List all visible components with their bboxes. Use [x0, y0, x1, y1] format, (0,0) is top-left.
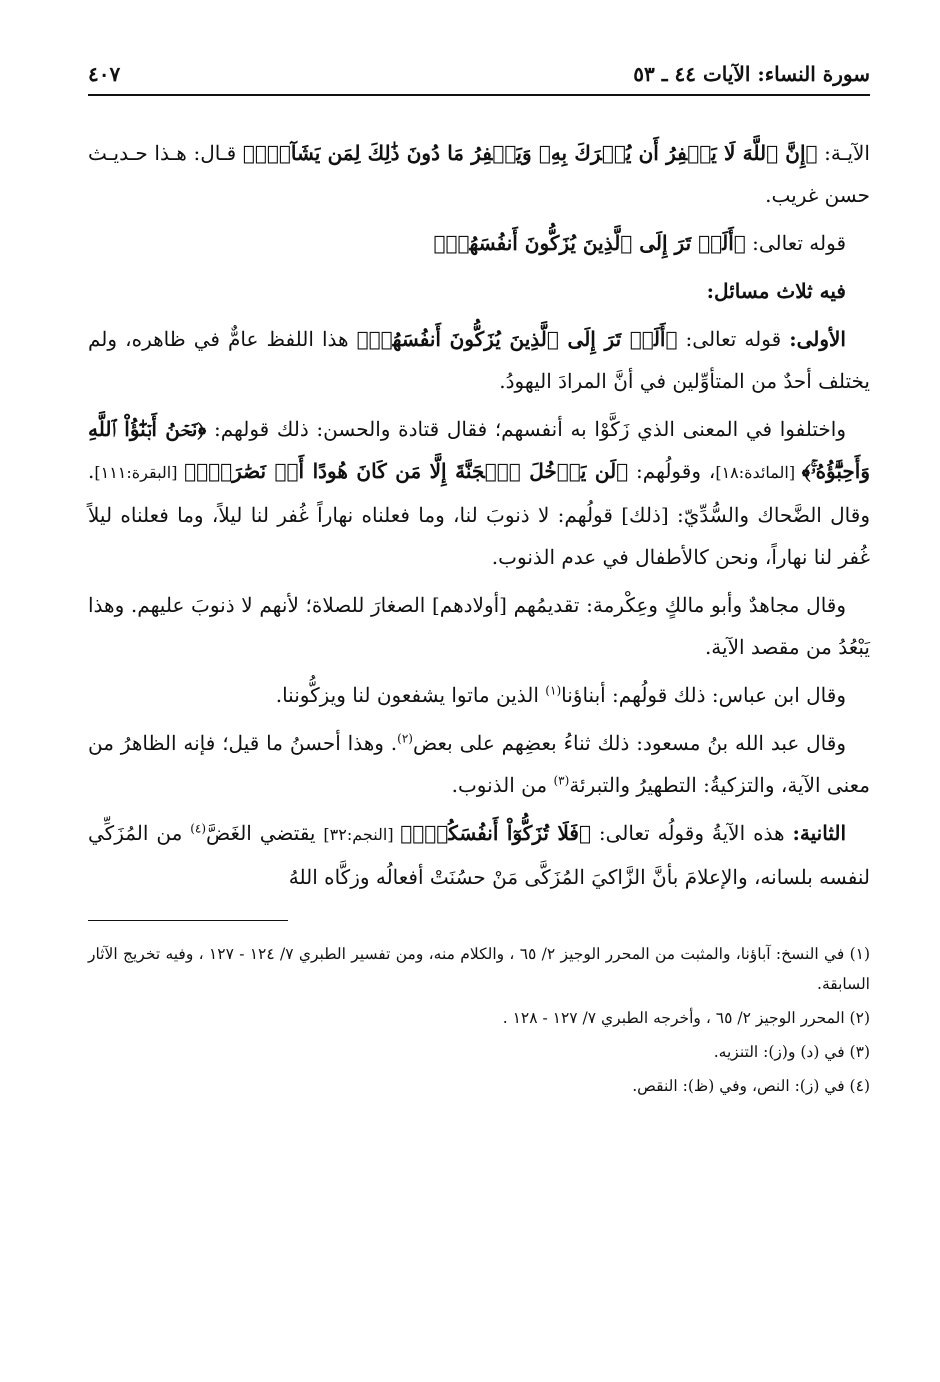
text-segment: ، وقولُهم: [628, 459, 716, 483]
footnote-1: (١) في النسخ: آباؤنا، والمثبت من المحرر الوجيز ٢/ ٦٥ ، والكلام منه، ومن تفسير الطبري ٧/ ١٢٤ - ١٢٧ ، وفيه تخريج الآثار السابقة. [88, 945, 871, 993]
footnote-marker[interactable]: (١) [545, 683, 562, 698]
text-segment: من المُزَكِّي لنفسه بلسانه، والإعلامَ بأنَّ الزَّاكيَ المُزَكَّى مَنْ حسُنَتْ أفعالُه وزكَّاه اللهُ [88, 821, 870, 889]
page-header [88, 52, 870, 94]
main-text [88, 132, 870, 898]
section-heading: فيه ثلاث مسائل: [706, 279, 846, 303]
surah-reference: [البقرة:١١١] [94, 463, 185, 482]
footnote-marker[interactable]: (٤) [190, 821, 207, 836]
footnote-4: (٤) في (ز): النص، وفي (ظ): النقص. [632, 1077, 870, 1095]
paragraph-4 [88, 318, 870, 402]
text-segment: الذين ماتوا يشفعون لنا ويزكُّوننا. [275, 683, 546, 707]
paragraph-2 [88, 222, 870, 264]
surah-reference: [المائدة:١٨] [715, 463, 802, 482]
footnote-2: (٢) المحرر الوجيز ٢/ ٦٥ ، وأخرجه الطبري ٧/ ١٢٧ - ١٢٨ . [502, 1009, 870, 1027]
issue-label: الأولى: [789, 327, 846, 351]
issue-label: الثانية: [792, 821, 847, 845]
paragraph-5 [88, 408, 870, 578]
running-title: سورة النساء: الآيات ٤٤ ـ ٥٣ [633, 62, 870, 86]
footnote-3: (٣) في (د) و(ز): التنزيه. [713, 1043, 870, 1061]
footnote-separator [88, 920, 288, 921]
quran-quote: ﴿فَلَا تُزَكُّوٓاْ أَنفُسَكُمۡۖ﴾ [400, 821, 591, 845]
text-segment: وقال عبد الله بنُ مسعود: ذلك ثناءُ بعضِهم على بعض [412, 731, 846, 755]
paragraph-8 [88, 722, 870, 806]
paragraph-6: وقال مجاهدٌ وأبو مالكٍ وعِكْرمة: تقديمُهم [أولادهم] الصغارَ للصلاة؛ لأنهم لا ذنوبَ عليهم. وهذا يَبْعُدُ من مقصد الآية. [88, 593, 870, 659]
quran-quote: ﴿أَلَمۡ تَرَ إِلَى ٱلَّذِينَ يُزَكُّونَ أَنفُسَهُمۚ﴾ [356, 327, 678, 351]
footnote-marker[interactable]: (٢) [397, 731, 413, 746]
text-segment: قـال: هـذا حـديـث حسن غريب. [88, 141, 870, 207]
text-segment: الآيـة: [817, 141, 870, 165]
text-segment: من الذنوب. [451, 773, 554, 797]
text-segment: قوله تعالى: [677, 327, 790, 351]
text-segment: هذا اللفظ عامٌّ في ظاهره، ولم يختلف أحدٌ من المتأوِّلين في أنَّ المرادَ اليهودُ. [88, 327, 870, 393]
text-segment: هذه الآيةُ وقولُه تعالى: [590, 821, 793, 845]
footnote-marker[interactable]: (٣) [553, 773, 570, 788]
surah-reference: [النجم:٣٢] [323, 825, 401, 844]
text-segment: قوله تعالى: [745, 231, 846, 255]
quran-quote: ﴿إِنَّ ٱللَّهَ لَا يَغۡفِرُ أَن يُشۡرَكَ بِهِۦ وَيَغۡفِرُ مَا دُونَ ذَٰلِكَ لِمَن يَشَآءُۚ﴾ [242, 141, 818, 165]
page-number: ٤٠٧ [88, 62, 121, 86]
paragraph-1 [88, 132, 870, 216]
paragraph-7 [88, 674, 870, 716]
book-page [88, 52, 870, 1352]
text-segment: يقتضي الغَضَّ [206, 821, 324, 845]
text-segment: . وهذا أحسنُ ما قيل؛ فإنه الظاهرُ من معنى الآية، والتزكيةُ: التطهيرُ والتبرئة [88, 731, 870, 797]
quran-quote: ﴿نَحۡنُ أَبۡنَٰٓؤُاْ ٱللَّهِ وَأَحِبَّٰٓؤُهُۥۚ﴾ [88, 417, 870, 483]
footnotes [88, 939, 870, 1101]
text-segment: وقال ابن عباس: ذلك قولُهم: أبناؤنا [561, 683, 846, 707]
text-segment: . وقال الضَّحاك والسُّدِّيّ: [ذلك] قولُهم: لا ذنوبَ لنا، وما فعلناه نهاراً غُفر لنا ليلاً، وما فعلناه ليلاً غُفر لنا نهاراً، ونحن كالأطفال في عدم الذنوب. [88, 459, 870, 569]
quran-quote: ﴿لَن يَدۡخُلَ ٱلۡجَنَّةَ إِلَّا مَن كَانَ هُودًا أَوۡ نَصَٰرَىٰۗ﴾ [184, 459, 629, 483]
text-segment: واختلفوا في المعنى الذي زَكَّوْا به أنفسهم؛ فقال قتادة والحسن: ذلك قولهم: [206, 417, 846, 441]
header-rule [88, 94, 870, 96]
paragraph-9 [88, 812, 870, 898]
quran-quote: ﴿أَلَمۡ تَرَ إِلَى ٱلَّذِينَ يُزَكُّونَ أَنفُسَهُمۚ﴾ [433, 231, 746, 255]
footnote-separator-wrap [88, 920, 870, 921]
